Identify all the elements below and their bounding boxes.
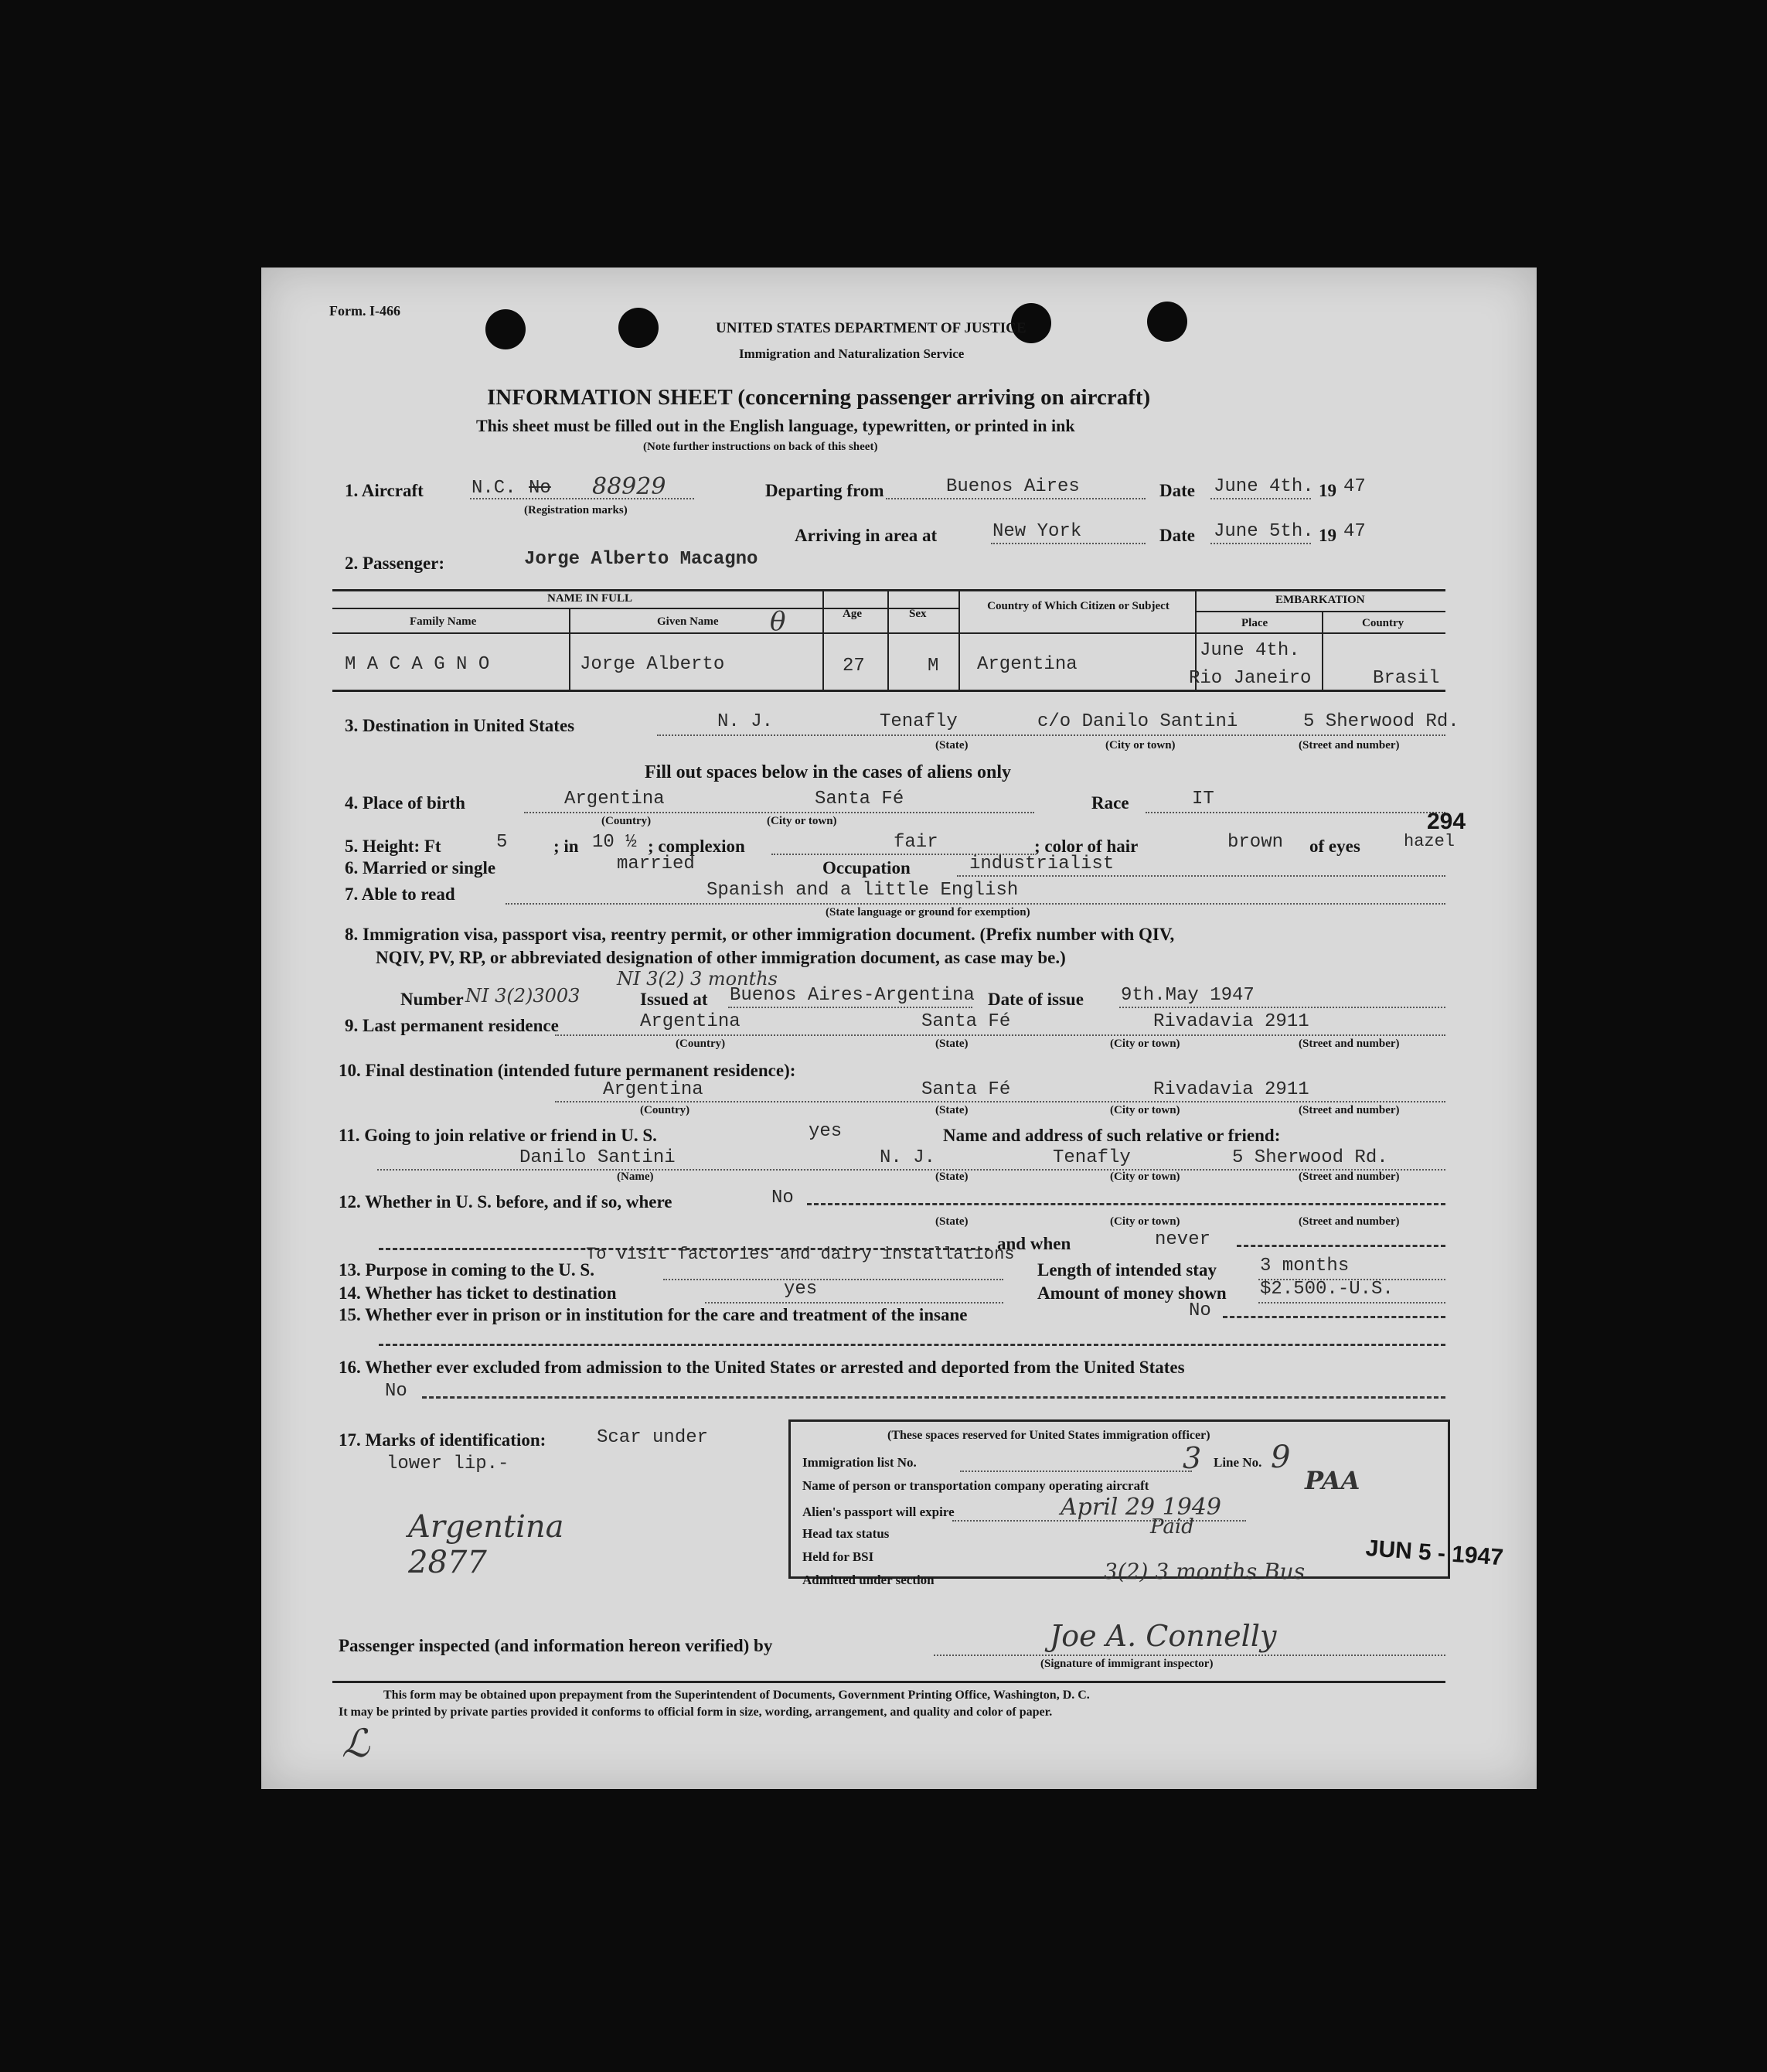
table-rule	[332, 690, 1445, 692]
aircraft-label: 1. Aircraft	[345, 481, 424, 500]
arrive-date-label: Date	[1159, 526, 1195, 545]
money-value: $2.500.-U.S.	[1260, 1279, 1394, 1300]
ticket-field	[705, 1300, 1003, 1304]
table-col-rule	[1322, 611, 1323, 690]
passenger-label: 2. Passenger:	[345, 554, 445, 573]
footer-line2: It may be printed by private parties provided it conforms to official form in size, wording, arrangement, and quality and color of paper.	[339, 1706, 1053, 1719]
table-col-rule	[569, 608, 570, 690]
line-number-label: Line No.	[1214, 1455, 1262, 1470]
signature-caption: (Signature of immigrant inspector)	[1040, 1658, 1214, 1670]
issued-at-value: Buenos Aires-Argentina	[730, 985, 975, 1006]
marital-label: 6. Married or single	[345, 858, 496, 878]
operator-value: PAA	[1305, 1466, 1360, 1495]
prison-dashes	[379, 1344, 1445, 1346]
read-label: 7. Able to read	[345, 884, 455, 904]
arrive-year: 47	[1343, 521, 1366, 542]
complexion-label: ; complexion	[648, 837, 745, 856]
date-issue-value: 9th.May 1947	[1121, 985, 1255, 1006]
name-caption: (Name)	[617, 1171, 654, 1183]
read-field	[506, 901, 1445, 905]
embarkation-country-value: Brasil	[1373, 668, 1440, 689]
issued-at-label: Issued at	[640, 990, 708, 1009]
embarkation-place-value: Rio Janeiro	[1189, 668, 1312, 689]
family-name-header: Family Name	[410, 615, 477, 628]
head-tax-label: Head tax status	[802, 1526, 890, 1541]
margin-mark: ℒ	[342, 1721, 370, 1766]
prison-dashes	[1223, 1316, 1445, 1318]
marital-value: married	[617, 854, 695, 874]
ticket-label: 14. Whether has ticket to destination	[339, 1283, 617, 1303]
relative-name-address-label: Name and address of such relative or friend:	[943, 1126, 1281, 1145]
purpose-label: 13. Purpose in coming to the U. S.	[339, 1260, 594, 1280]
table-col-rule	[958, 589, 960, 690]
height-feet: 5	[496, 832, 508, 853]
state-caption: (State)	[935, 1104, 969, 1116]
final-destination-label: 10. Final destination (intended future permanent residence):	[339, 1061, 796, 1080]
prison-value: No	[1189, 1300, 1211, 1321]
when-value: never	[1155, 1229, 1211, 1250]
read-value: Spanish and a little English	[706, 880, 1019, 901]
depart-year: 47	[1343, 476, 1366, 497]
country-caption: (Country)	[601, 815, 652, 827]
final-destination-state: Santa Fé	[921, 1079, 1011, 1100]
officer-box-heading: (These spaces reserved for United States immigration officer)	[887, 1429, 1210, 1442]
service-name: Immigration and Naturalization Service	[739, 346, 965, 361]
join-relative-label: 11. Going to join relative or friend in U. S.	[339, 1126, 657, 1145]
age-value: 27	[843, 656, 865, 676]
state-caption: (State)	[935, 739, 969, 751]
table-rule	[332, 632, 1445, 634]
state-caption: (State)	[935, 1171, 969, 1183]
city-caption: (City or town)	[1110, 1104, 1180, 1116]
aircraft-prefix: N.C.	[472, 478, 516, 499]
stamp-number: 294	[1427, 809, 1466, 834]
identification-line1: Scar under	[597, 1427, 709, 1448]
name-in-full-header: NAME IN FULL	[547, 592, 633, 605]
previous-visit-value: No	[771, 1188, 794, 1208]
table-rule	[332, 589, 1445, 591]
street-caption: (Street and number)	[1299, 1104, 1400, 1116]
previous-visit-dashes	[807, 1203, 1445, 1205]
punch-hole	[485, 309, 526, 349]
city-caption: (City or town)	[1110, 1038, 1180, 1050]
operator-label: Name of person or transportation company operating aircraft	[802, 1478, 1149, 1493]
relative-name: Danilo Santini	[519, 1147, 676, 1168]
stay-value: 3 months	[1260, 1256, 1350, 1276]
embarkation-date-value: June 4th.	[1200, 640, 1300, 661]
table-col-rule	[822, 589, 824, 690]
passport-expire-label: Alien's passport will expire	[802, 1505, 955, 1519]
document-number-label: Number	[400, 990, 464, 1009]
registration-caption: (Registration marks)	[524, 504, 628, 516]
inspection-label: Passenger inspected (and information hereon verified) by	[339, 1636, 773, 1655]
relative-street: 5 Sherwood Rd.	[1232, 1147, 1388, 1168]
relative-city: Tenafly	[1053, 1147, 1131, 1168]
street-caption: (Street and number)	[1299, 739, 1400, 751]
eyes-value: hazel	[1404, 832, 1455, 851]
identification-line2: lower lip.-	[386, 1453, 509, 1474]
embarkation-country-header: Country	[1362, 617, 1404, 629]
age-header: Age	[843, 608, 862, 620]
last-residence-state: Santa Fé	[921, 1011, 1011, 1032]
state-language-caption: (State language or ground for exemption)	[826, 906, 1030, 918]
excluded-value: No	[385, 1381, 407, 1402]
when-dashes	[1237, 1245, 1445, 1247]
passenger-name: Jorge Alberto Macagno	[524, 549, 758, 570]
date-stamp: JUN 5 - 1947	[1364, 1535, 1505, 1571]
prison-label: 15. Whether ever in prison or in institution for the care and treatment of the insane	[339, 1305, 968, 1324]
sex-header: Sex	[909, 608, 927, 620]
destination-state: N. J.	[717, 711, 774, 732]
last-residence-street: Rivadavia 2911	[1153, 1011, 1309, 1032]
hair-value: brown	[1227, 832, 1284, 853]
join-relative-value: yes	[809, 1121, 843, 1142]
last-residence-field	[555, 1033, 1445, 1036]
inspector-signature: Joe A. Connelly	[1050, 1619, 1277, 1653]
money-field	[1258, 1300, 1445, 1304]
destination-street: 5 Sherwood Rd.	[1303, 711, 1459, 732]
citizen-country-value: Argentina	[977, 654, 1078, 675]
previous-visit-label: 12. Whether in U. S. before, and if so, where	[339, 1192, 672, 1212]
citizen-country-header: Country of Which Citizen or Subject	[987, 600, 1169, 612]
complexion-value: fair	[894, 832, 938, 853]
table-rule	[332, 608, 958, 609]
final-destination-country: Argentina	[603, 1079, 703, 1100]
race-label: Race	[1091, 793, 1129, 813]
document-number: NI 3(2)3003	[465, 985, 580, 1007]
given-name-value: Jorge Alberto	[580, 654, 725, 675]
aliens-only-heading: Fill out spaces below in the cases of aliens only	[645, 762, 1012, 782]
hair-label: ; color of hair	[1034, 837, 1139, 856]
country-caption: (Country)	[640, 1104, 690, 1116]
destination-field	[657, 733, 1445, 736]
birth-country: Argentina	[564, 789, 665, 809]
signature-field	[934, 1653, 1445, 1656]
document-text-line2: NQIV, PV, RP, or abbreviated designation of other immigration document, as case may be.)	[376, 948, 1066, 967]
document-text-line1: 8. Immigration visa, passport visa, reentry permit, or other immigration document. (Prefix number with QIV,	[345, 925, 1175, 944]
table-col-rule	[887, 589, 889, 690]
destination-label: 3. Destination in United States	[345, 716, 575, 735]
identification-label: 17. Marks of identification:	[339, 1430, 546, 1450]
arrive-year-prefix: 19	[1319, 526, 1336, 545]
arriving-label: Arriving in area at	[795, 526, 938, 545]
stay-label: Length of intended stay	[1037, 1260, 1217, 1280]
occupation-value: industrialist	[969, 854, 1115, 874]
final-destination-street: Rivadavia 2911	[1153, 1079, 1309, 1100]
relative-state: N. J.	[880, 1147, 936, 1168]
excluded-label: 16. Whether ever excluded from admission to the United States or arrested and deported from the United States	[339, 1358, 1185, 1377]
state-caption: (State)	[935, 1215, 969, 1228]
destination-care-of: c/o Danilo Santini	[1037, 711, 1238, 732]
country-caption: (Country)	[676, 1038, 726, 1050]
height-label: 5. Height: Ft	[345, 837, 441, 856]
ticket-value: yes	[784, 1279, 818, 1300]
immigration-list-field	[960, 1469, 1192, 1472]
depart-date-label: Date	[1159, 481, 1195, 500]
head-tax-value: Paid	[1150, 1515, 1194, 1539]
footer-line1: This form may be obtained upon prepayment from the Superintendent of Documents, Government Printing Office, Washington, D. C.	[383, 1689, 1090, 1702]
form-note: (Note further instructions on back of this sheet)	[643, 441, 878, 453]
depart-year-prefix: 19	[1319, 481, 1336, 500]
last-residence-label: 9. Last permanent residence	[345, 1016, 559, 1035]
embarkation-header: EMBARKATION	[1275, 594, 1365, 606]
city-caption: (City or town)	[1110, 1171, 1180, 1183]
excluded-dashes	[422, 1396, 1445, 1399]
date-issue-label: Date of issue	[988, 990, 1084, 1009]
admitted-label: Admitted under section	[802, 1573, 935, 1587]
admitted-value: 3(2) 3 months Bus	[1104, 1559, 1306, 1584]
birth-city: Santa Fé	[815, 789, 904, 809]
punch-hole	[1147, 302, 1187, 342]
street-caption: (Street and number)	[1299, 1038, 1400, 1050]
last-residence-country: Argentina	[640, 1011, 741, 1032]
street-caption: (Street and number)	[1299, 1215, 1400, 1228]
passport-expire-value: April 29 1949	[1061, 1494, 1221, 1521]
race-field	[1146, 810, 1445, 813]
aircraft-no-struck: No	[529, 478, 551, 499]
purpose-value: To visit factories and dairy installations	[586, 1245, 1015, 1264]
aircraft-registration: 88929	[592, 473, 666, 500]
table-rule	[1195, 611, 1445, 612]
city-caption: (City or town)	[1105, 739, 1176, 751]
held-bsi-label: Held for BSI	[802, 1549, 874, 1564]
eyes-label: of eyes	[1309, 837, 1360, 856]
immigration-list-label: Immigration list No.	[802, 1455, 917, 1470]
line-number-value: 9	[1271, 1440, 1291, 1475]
departing-label: Departing from	[765, 481, 884, 500]
form-sheet	[261, 268, 1537, 1789]
given-name-header: Given Name	[657, 615, 719, 628]
sex-value: M	[928, 656, 939, 676]
occupation-label: Occupation	[822, 858, 911, 878]
arriving-value: New York	[992, 521, 1082, 542]
birthplace-field	[524, 810, 1034, 813]
state-caption: (State)	[935, 1038, 969, 1050]
city-caption: (City or town)	[1110, 1215, 1180, 1228]
immigration-list-value: 3	[1183, 1441, 1202, 1475]
race-value: IT	[1192, 789, 1214, 809]
birthplace-label: 4. Place of birth	[345, 793, 465, 813]
street-caption: (Street and number)	[1299, 1171, 1400, 1183]
height-inches: 10 ½	[592, 832, 637, 853]
purpose-field	[663, 1277, 1003, 1280]
when-label: and when	[997, 1234, 1071, 1253]
form-number: Form. I-466	[329, 303, 400, 319]
money-label: Amount of money shown	[1037, 1283, 1227, 1303]
document-hand-note: NI 3(2) 3 months	[617, 968, 778, 990]
given-name-check-mark: θ	[770, 606, 786, 637]
departing-value: Buenos Aires	[946, 476, 1080, 497]
form-subtitle: This sheet must be filled out in the English language, typewritten, or printed in ink	[476, 416, 1075, 435]
family-name-value: M A C A G N O	[345, 654, 490, 675]
arrive-date: June 5th.	[1214, 521, 1314, 542]
destination-city: Tenafly	[880, 711, 958, 732]
punch-hole	[618, 308, 659, 348]
department-name: UNITED STATES DEPARTMENT OF JUSTICE	[716, 320, 1026, 336]
inches-label: ; in	[553, 837, 579, 856]
identification-hand-note: Argentina 2877	[408, 1509, 564, 1580]
depart-date: June 4th.	[1214, 476, 1314, 497]
form-title: INFORMATION SHEET (concerning passenger arriving on aircraft)	[487, 385, 1151, 410]
city-caption: (City or town)	[767, 815, 837, 827]
footer-rule	[332, 1681, 1445, 1683]
embarkation-place-header: Place	[1241, 617, 1268, 629]
